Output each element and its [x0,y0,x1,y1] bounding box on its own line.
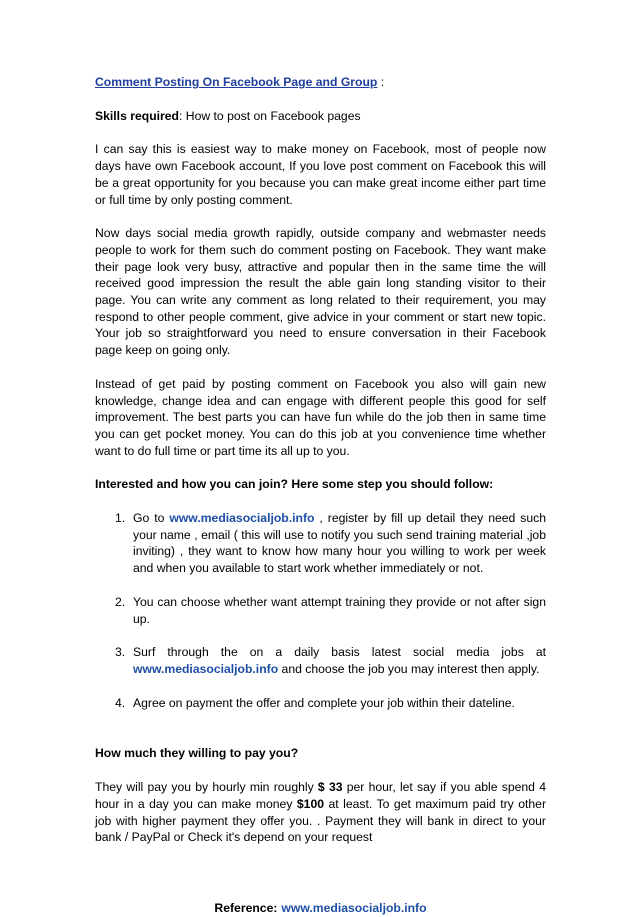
mediasocialjob-link[interactable]: www.mediasocialjob.info [133,661,279,676]
document-title: Comment Posting On Facebook Page and Group [95,75,378,89]
pay-rate-daily: $100 [296,796,325,811]
step-text: Agree on payment the offer and complete your job within their dateline. [133,695,515,710]
paragraph-intro: I can say this is easiest way to make money on Facebook, most of people now days have own Facebook account, If you love post comment on Facebook this will be a great opportunity for you because you can make great income either part time or full time by only posting comment. [95,142,546,207]
join-heading: Interested and how you can join? Here some step you should follow: [95,477,494,492]
reference-link[interactable]: www.mediasocialjob.info [281,900,427,915]
step-number: 1. [115,511,126,526]
title-suffix: : [377,75,385,89]
skills-line [95,108,546,125]
pay-text-1: They will pay you by hourly min roughly [95,780,318,795]
step-text-after: and choose the job you may interest then apply. [278,661,540,676]
step-number: 2. [115,594,126,609]
step-text-before: Go to [133,511,170,526]
skills-value: : How to post on Facebook pages [179,108,361,123]
step-item-2 [95,594,546,627]
step-number: 3. [115,645,126,660]
steps-list [95,510,546,711]
step-item-1 [95,510,546,577]
pay-heading: How much they willing to pay you? [95,746,299,761]
document-title-line [95,74,546,91]
step-item-4 [95,695,546,712]
paragraph-social-media: Now days social media growth rapidly, outside company and webmaster needs people to work for them such do comment posting on Facebook. They want make their page look very busy, attractive and popular then in the same time the will received good impression the result the able gain long standing visitor to their page. You can write any comment as long related to their requirement, you may respond to other people comment, give advice in your comment or start new topic. Your job so straightforward you need to ensure conversation in their Facebook page keep on going only. [95,226,546,358]
pay-text-3: at least. To get maximum paid try other job with higher payment they offer you. . Payment they will bank in direct to your bank / PayPal or Check it's depend on your request [95,796,547,845]
pay-text-2: per hour, let say if you able spend 4 hour in a day you can make money [95,780,546,811]
skills-label: Skills required [95,108,179,123]
step-text-before: Surf through the on a daily basis latest social media jobs at [133,645,546,660]
step-text-after: , register by fill up detail they need such your name , email ( this will use to notify you such send training material ,job inviting) , they want to know how many hour you willing to work per week and when you available to start work whether immediately or not. [133,511,546,576]
step-item-3 [95,644,546,677]
pay-rate-hourly: $ 33 [317,780,343,795]
paragraph-pay [95,779,546,846]
step-number: 4. [115,695,126,710]
step-text: You can choose whether want attempt training they provide or not after sign up. [133,594,546,626]
paragraph-benefits: Instead of get paid by posting comment on Facebook you also will gain new knowledge, change idea and can engage with different people this good for self improvement. The best parts you can have fun while do the job then in same time you can get pocket money. You can do this job at you convenience time whether want to do full time or part time its all up to you. [95,376,546,458]
reference-label: Reference: [214,900,278,915]
mediasocialjob-link[interactable]: www.mediasocialjob.info [169,511,315,526]
reference-line [95,900,546,917]
